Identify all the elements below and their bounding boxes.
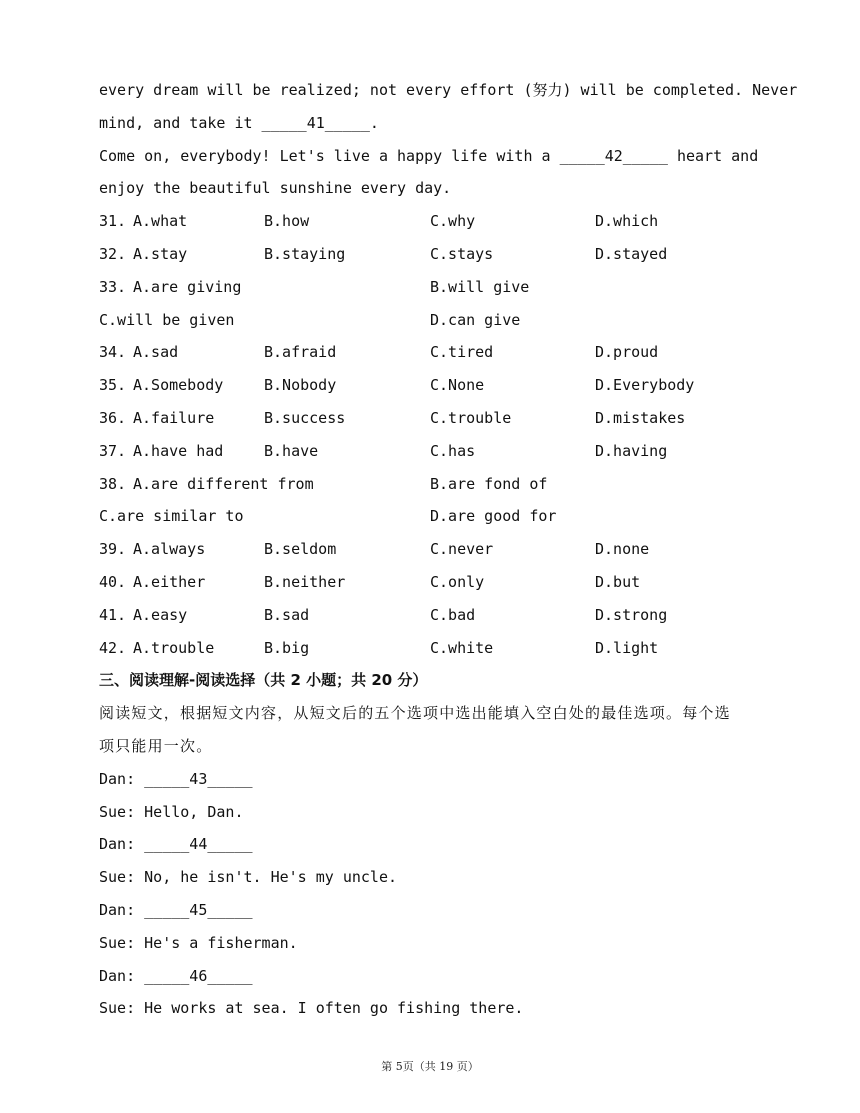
option-c: C.stays <box>430 244 494 263</box>
question-number: 34. <box>99 343 127 362</box>
option-d: D.Everybody <box>595 376 695 395</box>
option-d: D.can give <box>430 310 521 329</box>
passage-line: mind, and take it _____41_____. <box>99 113 379 132</box>
option-b: B.staying <box>264 244 346 263</box>
question-38 <box>99 468 764 501</box>
dialogue-line: Dan: _____44_____ <box>99 835 253 854</box>
option-a: A.always <box>133 540 206 559</box>
option-c: C.only <box>430 572 485 591</box>
option-c: C.white <box>430 638 494 657</box>
option-c: C.bad <box>430 605 476 624</box>
option-a: A.have had <box>133 441 224 460</box>
option-d: D.which <box>595 212 659 231</box>
question-number: 31. <box>99 212 127 231</box>
passage-line: Come on, everybody! Let's live a happy life with a _____42_____ heart and <box>99 146 759 165</box>
dialogue-line: Sue: He works at sea. I often go fishing there. <box>99 999 524 1018</box>
question-35 <box>99 369 764 402</box>
option-b: B.sad <box>264 605 310 624</box>
option-d: D.having <box>595 441 668 460</box>
question-38-cont <box>99 500 764 533</box>
question-31 <box>99 205 764 238</box>
question-number: 36. <box>99 408 127 427</box>
question-number: 41. <box>99 605 127 624</box>
option-a: A.easy <box>133 605 188 624</box>
question-34 <box>99 336 764 369</box>
option-a: A.are giving <box>133 277 242 296</box>
dialogue-line: Dan: _____43_____ <box>99 769 253 788</box>
question-41 <box>99 599 764 632</box>
option-d: D.are good for <box>430 507 557 526</box>
question-42 <box>99 632 764 665</box>
option-a: A.are different from <box>133 474 314 493</box>
page-footer: 第 5页（共 19 页） <box>381 1060 479 1073</box>
option-d: D.none <box>595 540 650 559</box>
question-number: 37. <box>99 441 127 460</box>
option-a: A.trouble <box>133 638 215 657</box>
question-33-cont <box>99 304 764 337</box>
option-c: C.has <box>430 441 476 460</box>
option-b: B.Nobody <box>264 376 337 395</box>
question-number: 38. <box>99 474 127 493</box>
option-d: D.but <box>595 572 641 591</box>
option-b: B.how <box>264 212 310 231</box>
page-content <box>99 74 798 1025</box>
question-36 <box>99 402 764 435</box>
option-a: A.stay <box>133 244 188 263</box>
option-c: C.trouble <box>430 408 512 427</box>
question-33 <box>99 271 764 304</box>
option-b: B.seldom <box>264 540 337 559</box>
option-c: C.why <box>430 212 476 231</box>
option-c: C.are similar to <box>99 507 244 526</box>
option-a: A.either <box>133 572 206 591</box>
option-a: A.failure <box>133 408 215 427</box>
option-c: C.None <box>430 376 485 395</box>
section-instruction: 阅读短文，根据短文内容，从短文后的五个选项中选出能填入空白处的最佳选项。每个选 <box>99 704 731 723</box>
option-a: A.Somebody <box>133 376 224 395</box>
question-39 <box>99 533 764 566</box>
option-b: B.neither <box>264 572 346 591</box>
dialogue-line: Dan: _____45_____ <box>99 900 253 919</box>
option-b: B.are fond of <box>430 474 548 493</box>
question-number: 39. <box>99 540 127 559</box>
option-b: B.will give <box>430 277 530 296</box>
option-b: B.success <box>264 408 346 427</box>
option-a: A.what <box>133 212 188 231</box>
option-d: D.light <box>595 638 659 657</box>
option-d: D.stayed <box>595 244 668 263</box>
dialogue-line: Sue: Hello, Dan. <box>99 802 244 821</box>
option-c: C.tired <box>430 343 494 362</box>
option-d: D.strong <box>595 605 668 624</box>
question-number: 40. <box>99 572 127 591</box>
option-c: C.never <box>430 540 494 559</box>
question-number: 32. <box>99 244 127 263</box>
dialogue-line: Sue: No, he isn't. He's my uncle. <box>99 868 398 887</box>
option-b: B.big <box>264 638 310 657</box>
option-d: D.proud <box>595 343 659 362</box>
section-instruction: 项只能用一次。 <box>99 736 213 755</box>
option-c: C.will be given <box>99 310 235 329</box>
option-a: A.sad <box>133 343 179 362</box>
question-40 <box>99 566 764 599</box>
option-b: B.have <box>264 441 319 460</box>
dialogue-line: Dan: _____46_____ <box>99 966 253 985</box>
question-37 <box>99 435 764 468</box>
passage-line: every dream will be realized; not every effort (努力) will be completed. Never <box>99 81 798 99</box>
question-number: 35. <box>99 376 127 395</box>
passage-line: enjoy the beautiful sunshine every day. <box>99 179 452 198</box>
option-b: B.afraid <box>264 343 337 362</box>
question-number: 42. <box>99 638 127 657</box>
dialogue-line: Sue: He's a fisherman. <box>99 933 298 952</box>
question-number: 33. <box>99 277 127 296</box>
option-d: D.mistakes <box>595 408 686 427</box>
question-32 <box>99 238 764 271</box>
section-heading: 三、阅读理解-阅读选择（共 2 小题；共 20 分） <box>99 671 428 690</box>
